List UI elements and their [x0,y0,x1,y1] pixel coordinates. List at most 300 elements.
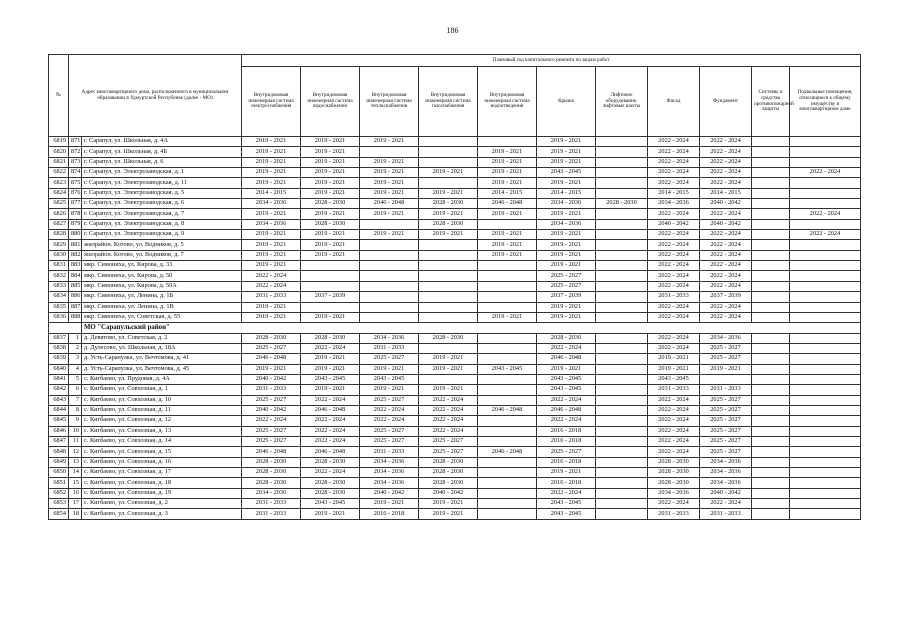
table-row [49,178,861,188]
repair-period-cell: 2019 - 2021 [301,168,360,178]
repair-period-cell: 2037 - 2039 [537,292,596,302]
repair-period-cell: 2019 - 2021 [360,499,419,509]
repair-period-cell [478,395,537,405]
row-number: 6843 [49,395,69,405]
repair-period-cell [752,416,790,426]
repair-period-cell [752,354,790,364]
row-index: 871 [69,137,82,147]
repair-period-cell: 2019 - 2021 [360,385,419,395]
table-row [49,199,861,209]
table-row [49,499,861,509]
empty-cell [49,323,82,333]
repair-period-cell: 2019 - 2021 [537,230,596,240]
repair-period-cell [478,488,537,498]
row-address: с. Кигбаево, ул. Совхозная, д. 19 [82,488,242,498]
repair-period-cell [419,261,478,271]
row-address: с. Кигбаево, ул. Совхозная, д. 18 [82,478,242,488]
repair-period-cell: 2040 - 2042 [700,488,752,498]
repair-period-cell [419,302,478,312]
repair-period-cell [478,333,537,343]
repair-period-cell [596,292,648,302]
repair-period-cell: 2031 - 2033 [242,292,301,302]
header-work-type: Внутридомовая инженерная система водоотведения [478,67,537,137]
row-index: 874 [69,168,82,178]
repair-period-cell: 2019 - 2021 [301,157,360,167]
repair-period-cell [790,281,861,291]
repair-period-cell: 2025 - 2027 [360,436,419,446]
row-address: жилрайон. Котово, ул. Водников, д. 5 [82,240,242,250]
repair-period-cell: 2019 - 2021 [360,188,419,198]
repair-period-cell: 2019 - 2021 [301,230,360,240]
repair-period-cell: 2019 - 2021 [419,499,478,509]
repair-period-cell [419,250,478,260]
repair-period-cell: 2019 - 2021 [242,178,301,188]
header-work-type: Внутридомовая инженерная система теплоснабжения [360,67,419,137]
repair-period-cell: 2025 - 2027 [242,343,301,353]
repair-period-cell [419,157,478,167]
row-number: 6854 [49,509,69,519]
row-index: 3 [69,354,82,364]
repair-period-cell [752,168,790,178]
row-address: г. Сарапул, ул. Электрозаводская, д. 1 [82,168,242,178]
repair-period-cell [301,271,360,281]
repair-period-cell [478,468,537,478]
row-number: 6834 [49,292,69,302]
row-number: 6847 [49,436,69,446]
repair-period-cell [790,426,861,436]
repair-period-cell: 2022 - 2024 [301,426,360,436]
repair-period-cell: 2022 - 2024 [242,271,301,281]
repair-period-cell [752,333,790,343]
repair-period-cell: 2019 - 2021 [478,312,537,322]
repair-period-cell [360,219,419,229]
row-index: 886 [69,292,82,302]
repair-period-cell: 2019 - 2021 [360,209,419,219]
repair-period-cell: 2037 - 2039 [700,292,752,302]
repair-period-cell [419,374,478,384]
row-index: 4 [69,364,82,374]
repair-period-cell: 2019 - 2021 [537,364,596,374]
repair-period-cell: 2019 - 2021 [301,209,360,219]
header-work-type: Внутридомовая инженерная система водоснабжения [301,67,360,137]
repair-period-cell [790,302,861,312]
capital-repair-table [48,54,861,520]
row-index: 880 [69,230,82,240]
repair-period-cell: 2037 - 2039 [301,292,360,302]
repair-period-cell [478,436,537,446]
repair-period-cell [790,478,861,488]
table-row [49,230,861,240]
repair-period-cell: 2034 - 2036 [360,478,419,488]
repair-period-cell: 2046 - 2048 [478,405,537,415]
repair-period-cell [790,385,861,395]
repair-period-cell: 2025 - 2027 [360,395,419,405]
repair-period-cell [752,385,790,395]
table-row [49,168,861,178]
table-row [49,416,861,426]
repair-period-cell: 2022 - 2024 [242,281,301,291]
row-address: д. Дулесово, ул. Школьная, д. 18А [82,343,242,353]
repair-period-cell: 2022 - 2024 [648,436,700,446]
repair-period-cell: 2019 - 2021 [648,364,700,374]
repair-period-cell: 2019 - 2021 [242,209,301,219]
repair-period-cell: 2025 - 2027 [700,426,752,436]
row-index: 16 [69,488,82,498]
repair-period-cell: 2022 - 2024 [648,426,700,436]
repair-period-cell [790,333,861,343]
repair-period-cell: 2046 - 2048 [360,199,419,209]
repair-period-cell: 2043 - 2045 [478,364,537,374]
repair-period-cell: 2019 - 2021 [537,157,596,167]
repair-period-cell: 2019 - 2021 [301,385,360,395]
repair-period-cell [790,312,861,322]
repair-period-cell: 2019 - 2021 [301,312,360,322]
table-row [49,457,861,467]
row-address: с. Кигбаево, ул. Совхозная, д. 15 [82,447,242,457]
repair-period-cell: 2028 - 2030 [419,468,478,478]
repair-period-cell: 2019 - 2021 [537,178,596,188]
repair-period-cell: 2043 - 2045 [537,509,596,519]
repair-period-cell [596,488,648,498]
row-number: 6820 [49,147,69,157]
repair-period-cell: 2019 - 2021 [242,157,301,167]
repair-period-cell [596,250,648,260]
row-address: жилрайон. Котово, ул. Водников, д. 7 [82,250,242,260]
repair-period-cell [360,271,419,281]
row-number: 6819 [49,137,69,147]
repair-period-cell [752,178,790,188]
repair-period-cell: 2022 - 2024 [301,436,360,446]
repair-period-cell: 2022 - 2024 [700,137,752,147]
table-row [49,509,861,519]
repair-period-cell [596,333,648,343]
repair-period-cell [478,302,537,312]
repair-period-cell: 2022 - 2024 [419,405,478,415]
repair-period-cell: 2022 - 2024 [648,343,700,353]
row-index: 5 [69,374,82,384]
table-row [49,354,861,364]
repair-period-cell: 2022 - 2024 [648,137,700,147]
repair-period-cell [752,302,790,312]
row-index: 883 [69,261,82,271]
repair-period-cell: 2022 - 2024 [648,168,700,178]
row-index: 2 [69,343,82,353]
repair-period-cell [752,219,790,229]
repair-period-cell: 2014 - 2015 [648,188,700,198]
row-index: 1 [69,333,82,343]
repair-period-cell: 2025 - 2027 [700,343,752,353]
repair-period-cell: 2022 - 2024 [700,178,752,188]
repair-period-cell: 2028 - 2030 [648,468,700,478]
repair-period-cell [790,405,861,415]
repair-period-cell [790,292,861,302]
row-number: 6839 [49,354,69,364]
repair-period-cell: 2028 - 2030 [301,457,360,467]
table-row [49,281,861,291]
repair-period-cell [596,178,648,188]
repair-period-cell [478,426,537,436]
row-index: 875 [69,178,82,188]
table-row [49,426,861,436]
table-row [49,147,861,157]
repair-period-cell [596,219,648,229]
repair-period-cell: 2025 - 2027 [419,436,478,446]
repair-period-cell: 2016 - 2018 [537,426,596,436]
repair-period-cell [596,137,648,147]
repair-period-cell: 2022 - 2024 [700,168,752,178]
row-address: мкр. Симониха, ул. Кирова, д. 50 [82,271,242,281]
repair-period-cell: 2019 - 2021 [360,137,419,147]
repair-period-cell: 2025 - 2027 [700,405,752,415]
header-work-type: Подвальные помещения, относящиеся к общему имуществу в многоквартирном доме [790,67,861,137]
repair-period-cell [752,240,790,250]
repair-period-cell [752,157,790,167]
repair-period-cell [478,271,537,281]
row-number: 6849 [49,457,69,467]
table-row [49,333,861,343]
row-number: 6833 [49,281,69,291]
row-index: 884 [69,271,82,281]
repair-period-cell: 2025 - 2027 [537,281,596,291]
repair-period-cell: 2019 - 2021 [242,364,301,374]
repair-period-cell [752,499,790,509]
repair-period-cell: 2022 - 2024 [419,416,478,426]
repair-period-cell: 2034 - 2036 [700,468,752,478]
table-row [49,250,861,260]
repair-period-cell: 2025 - 2027 [700,416,752,426]
repair-period-cell: 2022 - 2024 [419,395,478,405]
row-address: мкр. Симониха, ул. Ленина, д. 1Б [82,292,242,302]
repair-period-cell [419,271,478,281]
repair-period-cell [752,457,790,467]
repair-period-cell [790,157,861,167]
repair-period-cell: 2046 - 2048 [242,354,301,364]
repair-period-cell [752,230,790,240]
header-work-type: Фундамент [700,67,752,137]
row-address: с. Кигбаево, ул. Прудовая, д. 4А [82,374,242,384]
repair-period-cell [790,147,861,157]
repair-period-cell [596,499,648,509]
repair-period-cell: 2040 - 2042 [242,374,301,384]
table-row [49,219,861,229]
repair-period-cell [596,354,648,364]
repair-period-cell [596,157,648,167]
table-row [49,488,861,498]
repair-period-cell: 2019 - 2021 [478,250,537,260]
repair-period-cell: 2022 - 2024 [648,312,700,322]
repair-period-cell: 2019 - 2021 [419,509,478,519]
row-index: 13 [69,457,82,467]
row-address: с. Кигбаево, ул. Совхозная, д. 17 [82,468,242,478]
repair-period-cell: 2022 - 2024 [360,416,419,426]
repair-period-cell [596,405,648,415]
repair-period-cell: 2031 - 2033 [242,385,301,395]
repair-period-cell: 2028 - 2030 [242,333,301,343]
repair-period-cell: 2022 - 2024 [700,209,752,219]
repair-period-cell [790,178,861,188]
repair-period-cell [752,468,790,478]
table-row [49,343,861,353]
row-number: 6822 [49,168,69,178]
repair-period-cell: 2022 - 2024 [648,261,700,271]
repair-period-cell [790,219,861,229]
repair-period-cell [752,261,790,271]
header-work-type: Системы и средства противопожарной защиты [752,67,790,137]
row-number: 6831 [49,261,69,271]
table-row [49,405,861,415]
row-number: 6823 [49,178,69,188]
repair-period-cell [596,395,648,405]
row-address: с. Кигбаево, ул. Совхозная, д. 16 [82,457,242,467]
repair-period-cell: 2040 - 2042 [419,488,478,498]
row-address: мкр. Симониха, ул. Советская, д. 55 [82,312,242,322]
row-number: 6852 [49,488,69,498]
repair-period-cell: 2022 - 2024 [648,302,700,312]
repair-period-cell: 2043 - 2045 [301,499,360,509]
repair-period-cell: 2019 - 2021 [242,147,301,157]
repair-period-cell: 2043 - 2045 [537,168,596,178]
repair-period-cell [700,374,752,384]
repair-period-cell: 2028 - 2030 [419,333,478,343]
repair-period-cell [478,385,537,395]
repair-period-cell: 2019 - 2021 [478,230,537,240]
row-address: г. Сарапул, ул. Школьная, д. 6 [82,157,242,167]
row-address: с. Кигбаево, ул. Совхозная, д. 14 [82,436,242,446]
repair-period-cell [478,292,537,302]
section-row [49,323,861,333]
row-address: с. Кигбаево, ул. Совхозная, д. 1 [82,385,242,395]
row-address: г. Сарапул, ул. Электрозаводская, д. 8 [82,219,242,229]
row-index: 7 [69,395,82,405]
repair-period-cell [752,209,790,219]
repair-period-cell: 2014 - 2015 [478,188,537,198]
repair-period-cell: 2014 - 2015 [537,188,596,198]
repair-period-cell [790,271,861,281]
repair-period-cell: 2019 - 2021 [419,230,478,240]
repair-period-cell: 2025 - 2027 [419,447,478,457]
repair-period-cell [419,178,478,188]
repair-period-cell: 2025 - 2027 [360,426,419,436]
row-index: 14 [69,468,82,478]
repair-period-cell: 2034 - 2036 [700,478,752,488]
repair-period-cell [419,292,478,302]
repair-period-cell: 2028 - 2030 [242,478,301,488]
repair-period-cell [596,509,648,519]
row-index: 9 [69,416,82,426]
repair-period-cell: 2034 - 2036 [360,468,419,478]
repair-period-cell [596,312,648,322]
repair-period-cell: 2034 - 2036 [242,199,301,209]
repair-period-cell: 2019 - 2021 [242,312,301,322]
repair-period-cell [752,364,790,374]
row-number: 6821 [49,157,69,167]
table-row [49,468,861,478]
repair-period-cell [752,281,790,291]
repair-period-cell: 2019 - 2021 [537,250,596,260]
repair-period-cell: 2040 - 2042 [700,199,752,209]
repair-period-cell [596,261,648,271]
repair-period-cell [790,436,861,446]
repair-period-cell [790,354,861,364]
repair-period-cell: 2028 - 2030 [419,478,478,488]
repair-period-cell: 2034 - 2036 [700,457,752,467]
repair-period-cell [752,271,790,281]
repair-period-cell: 2040 - 2042 [360,488,419,498]
repair-period-cell: 2019 - 2021 [301,250,360,260]
repair-period-cell [478,509,537,519]
repair-period-cell: 2022 - 2024 [648,499,700,509]
repair-period-cell [478,478,537,488]
repair-period-cell [478,354,537,364]
row-address: с. Кигбаево, ул. Совхозная, д. 12 [82,416,242,426]
row-index: 877 [69,199,82,209]
repair-period-cell: 2019 - 2021 [537,147,596,157]
repair-period-cell [360,261,419,271]
repair-period-cell [596,302,648,312]
repair-period-cell [596,457,648,467]
repair-period-cell: 2022 - 2024 [648,333,700,343]
row-number: 6840 [49,364,69,374]
header-work-type: Внутридомовая инженерная система газоснабжения [419,67,478,137]
repair-period-cell: 2019 - 2021 [242,137,301,147]
repair-period-cell: 2022 - 2024 [700,230,752,240]
repair-period-cell: 2022 - 2024 [700,302,752,312]
row-index: 882 [69,250,82,260]
row-number: 6836 [49,312,69,322]
repair-period-cell: 2022 - 2024 [537,343,596,353]
repair-period-cell [752,509,790,519]
repair-period-cell [596,168,648,178]
repair-period-cell: 2022 - 2024 [648,271,700,281]
repair-period-cell: 2019 - 2021 [360,364,419,374]
row-number: 6850 [49,468,69,478]
repair-period-cell [478,137,537,147]
repair-period-cell: 2025 - 2027 [700,436,752,446]
repair-period-cell [752,147,790,157]
row-address: г. Сарапул, ул. Электрозаводская, д. 6 [82,199,242,209]
repair-period-cell [596,230,648,240]
repair-period-cell: 2034 - 2036 [700,333,752,343]
repair-period-cell: 2031 - 2033 [360,343,419,353]
repair-period-cell [596,416,648,426]
repair-period-cell: 2022 - 2024 [648,416,700,426]
repair-period-cell: 2028 - 2030 [301,333,360,343]
repair-period-cell [596,385,648,395]
row-index: 881 [69,240,82,250]
repair-period-cell: 2022 - 2024 [700,240,752,250]
repair-period-cell: 2034 - 2036 [242,219,301,229]
repair-period-cell: 2019 - 2021 [301,509,360,519]
repair-period-cell: 2028 - 2030 [301,488,360,498]
repair-period-cell [478,281,537,291]
repair-period-cell: 2031 - 2033 [360,447,419,457]
row-number: 6826 [49,209,69,219]
repair-period-cell [790,447,861,457]
repair-period-cell [419,312,478,322]
repair-period-cell: 2016 - 2018 [537,436,596,446]
repair-period-cell: 2019 - 2021 [478,240,537,250]
repair-period-cell [790,395,861,405]
repair-period-cell [790,261,861,271]
repair-period-cell: 2025 - 2027 [242,395,301,405]
repair-period-cell [790,468,861,478]
table-row [49,478,861,488]
repair-period-cell [790,343,861,353]
repair-period-cell: 2043 - 2045 [537,374,596,384]
row-index: 12 [69,447,82,457]
repair-period-cell: 2028 - 2030 [648,457,700,467]
repair-period-cell: 2028 - 2030 [419,219,478,229]
